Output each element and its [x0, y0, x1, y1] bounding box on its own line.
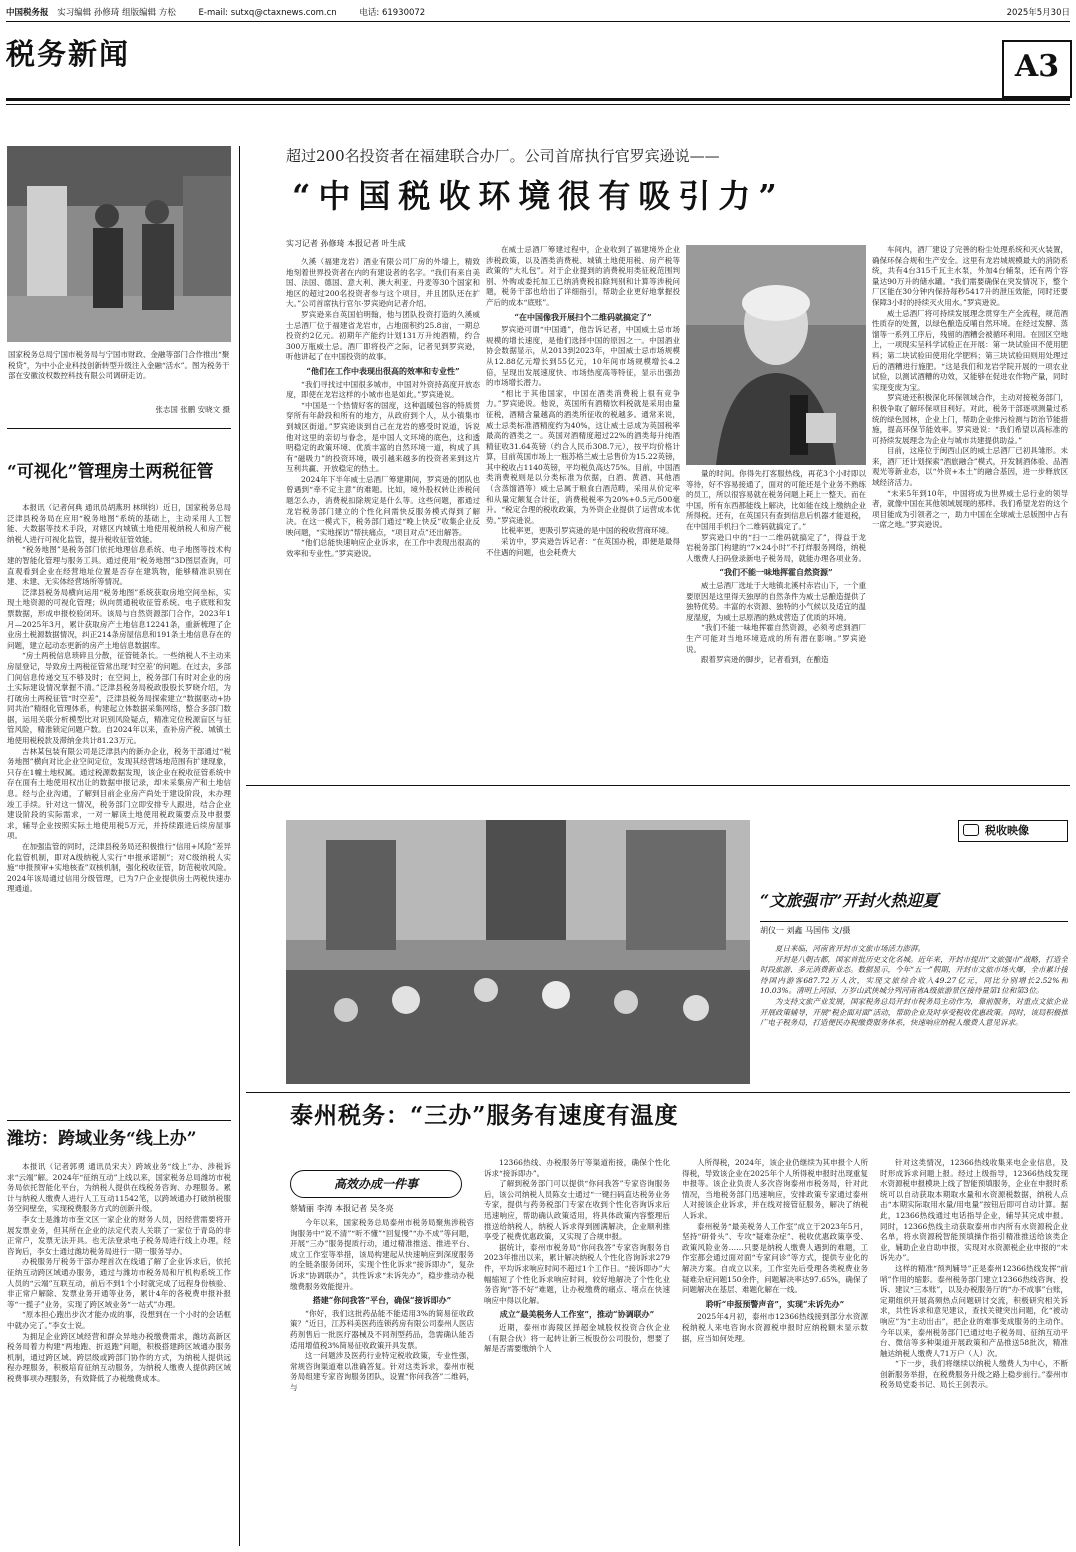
paragraph: 久溪（福建龙岩）酒业有限公司厂房的外墙上，精致地刻着世界投资者在内的有建设者的名字。“我们有来自美国、法国、德国、意大利、澳大利亚、丹麦等30个国家和地区的超过200名投资者参与这个项目，并且团队还在扩大。”公司首席执行官尔·罗宾逊向记者介绍。 — [286, 257, 480, 309]
paragraph: 这样的精准“预判辅导”正是泰州12366热线发挥“前哨”作用的缩影。泰州税务部门建立12366热线咨询、投诉、建议“三本账”，以及办税服务厅的“办不成事”台账，定期组织开展高频热点问题研讨交流，积极研究相关诉求，共性诉求和意见建议，查找关键突出问题，化“被动响应”为“主动出击”，把企业的难事变成服务的主动作。今年以来，泰州税务部门已通过电子税务局、征纳互动平台、微信等多种渠道开展政策和产品推送58批次，精准触达纳税人缴费人71万户（人）次。 — [880, 1263, 1068, 1358]
robinson-portrait-art — [686, 245, 866, 465]
subheading: “他们在工作中表现出很高的效率和专业性” — [306, 365, 460, 376]
lead-headline: “中国税收环境很有吸引力” — [292, 177, 785, 215]
paragraph: 本报讯（记者何典 通讯员胡燕玥 林琪钧）近日，国家税务总局泛津县税务局在应用“税务地图”系统的基础上，主动采用人工智能、大数据等技术手段，对辖区内城镇土地使用税纳税人和房产税纳税人进行可视化监管，提升税收征管效能。 — [7, 503, 231, 544]
paragraph: 开封是八朝古都，国家首批历史文化名城。近年来，开封市提出“文旅强市”战略，打造全时段旅游、多元消费新业态。数据显示，今年“五一”假期，开封市文旅市场火爆，全市累计接待国内游客687.72万人次，实现文旅综合收入49.27亿元，同比分别增长2.52%和10.03%。清明上河园、万岁山武侠城分列河南省A级旅游景区接待量第1位和第3位。 — [760, 954, 1068, 996]
bottom-byline: 蔡婧丽 李涛 本报记者 吴冬亮 — [290, 1204, 394, 1213]
lead-kicker: 超过200名投资者在福建联合办厂。公司首席执行官罗宾逊说—— — [286, 147, 720, 165]
lead-column-2 — [486, 245, 680, 777]
paper-name: 中国税务报 — [6, 8, 49, 18]
top-strip — [6, 7, 1070, 19]
paragraph: 2025年4月初，泰州市12366热线接到部分水资源税纳税人来电咨询水资源税申报时应纳税额未显示数据，应当如何处理。 — [682, 1312, 868, 1343]
photo-credit: 张志国 张鹏 安晓文 摄 — [155, 405, 230, 414]
bottom-badge-label: 高效办成一件事 — [333, 1177, 418, 1191]
photo-badge — [958, 820, 1068, 842]
paragraph: 今年以来，国家税务总局泰州市税务局聚焦涉税咨询服务中“说不清”“听不懂”“回复慢”“办不成”等问题，开展“三办”服务提质行动，通过精准推送、推进平台、成立工作室等举措，该局构建起从快速响应到深度服务的全链条服务闭环，实现个性化诉求“接诉即办”，复杂诉求“协调联办”，共性诉求“未诉先办”，稳步推动办税缴费服务效能提升。 — [290, 1218, 474, 1291]
paragraph: 为支持文旅产业发展，国家税务总局开封市税务局主动作为，靠前服务，对重点文旅企业开展政策辅导，开展“税企面对面”活动，帮助企业及时享受税收优惠政策。同时，该局积极推广电子税务局，打造便民办税缴费服务体系，快速响应纳税人缴费人意见诉求。 — [760, 996, 1068, 1028]
paragraph: 在加强监管的同时，泛津县税务局还积极推行“信用+风险”差异化监管机制，即对A级纳税人实行“申报承诺制”；对C级纳税人实施“申报预审+实地核查”双核机制，强化税收征管，防范税收风险。2024年该局通过信用分级管理，已为7户企业提供房土两税快速办理通道。 — [7, 842, 231, 894]
paragraph: 罗宾逊可谓“中国通”，他告诉记者，中国威士忌市场规模的增长速度，是他们选择中国的原因之一。中国酒业协会数据显示，从2013到2023年，中国威士忌市场规模从12.88亿元增长到55亿元，10年间市场规模增长4.2倍，呈现出发展速度快、市场热度高等特征，显示出强劲的市场增长潜力。 — [486, 325, 680, 388]
kaifeng-festival-photo-art — [286, 820, 750, 1084]
subheading: 成立“最美税务人工作室”，推动“协调联办” — [499, 1309, 655, 1320]
rule — [7, 428, 231, 429]
rule — [760, 921, 1068, 922]
paragraph: 吉林某包装有限公司是泛津县内的新办企业，税务干部通过“税务地图”横向对比企业空间定位，发现其经营场地范围有扩建现象，只存在1幢土地权属。通过税源数据发现，该企业在税收征管系统中存在面有土地使用权出让的数据申报记录，却未采集房产和土地信息。经与企业沟通，了解到目前企业房产尚处于建设阶段，未办理竣工手续。针对这一情况，税务部门立即安排专人跟进，结合企业建设阶段的实际需求，一对一解读土地使用税政策要点及申报要求，辅导企业按照实际土地使用税5万元，并持续跟进后续房屋事项。 — [7, 746, 231, 841]
paragraph: 据统计，泰州市税务局“你问我答”专家咨询服务自2023年推出以来，累计解决纳税人个性化咨询诉求279件，平均诉求响应时间不超过1个工作日。“接诉即办”大幅缩短了个性化诉求响应时间，较好地解决了个性化业务咨询“答不好”难题，让办税缴费的痛点、堵点在快速响应中得以化解。 — [484, 1242, 670, 1305]
bottom-column-3 — [682, 1158, 868, 1546]
paragraph: 跟着罗宾逊的脚步，记者看到，在酿造 — [701, 655, 829, 665]
section-title: 税务新闻 — [6, 37, 131, 71]
lead-column-4 — [872, 245, 1068, 777]
paragraph: 办税服务厅税务干部办理首次在线通了解了企业诉求后，依托征纳互动跨区域通办服务，通过与潍坊市税务局和厅机构系统工作人员的“云端”互联互动，前后不到1个小时就完成了远程身份核验、非正常户解除、发票业务开通等业务，累计4年的各税费申报补报等“一揽子”业务，实现了跨区域业务“一站式”办理。 — [7, 1257, 231, 1309]
subheading: “在中国像我开展扫个二维码就搞定了” — [514, 311, 652, 322]
paragraph: “原本担心跑出步次才能办成的事，没想到在一个小时的会话框中就办完了。”李女士说。 — [7, 1310, 231, 1330]
paragraph: 针对这类情况，12366热线收集来电企业信息，及时形成诉求问题上报。经过上级指导，12366热线发现水资源税申报模块上线了智能预填服务，企业在申报时系统可以自动获取本期取水量和水资源税数据，纳税人点击“本期实际取用水量/用电量”按钮后即可自动计算。据此，12366热线通过电话指导企业，辅导其完成申报。同时，12366热线主动获取泰州市内所有水资源税企业名单，将水资源税智能预填操作指引精准推送给该类企业，辅助企业自助申报，实现对水资源税企业申报的“未诉先办”。 — [880, 1158, 1068, 1263]
issue-date: 2025年5月30日 — [1006, 8, 1070, 18]
paragraph: 本报讯（记者郭勇 通讯员宋夫）跨域业务“线上”办、涉税诉求“云端”解。2024年“征纳互动”上线以来，国家税务总局潍坊市税务局依托智能化平台，为纳税人提供在线税务咨询、办理服务。累计与纳税人缴费人进行人工互动11542笔，以跨域通办打破纳税服务空间壁垒，实现税费服务方式的创新升级。 — [7, 1162, 231, 1214]
paragraph: 2024年下半年威士忌酒厂筹建期间，罗宾逊的团队也曾遇到“牵不定主意”的难题。比如，境外股权转让涉税问题怎么办，消费税扣除规定是什么等。这些问题，都通过龙岩税务部门建立的个性化问需快反服务模式得到了解决。在这一模式下，税务部门通过“晚上快反”收集企业反映问题，“实地探访”帮扶痛点，“项目对点”还出解答。 — [286, 474, 480, 537]
paragraph: 罗宾逊来自英国伯明翰，他与团队投资打造的久溪威士忌酒厂位于福建省龙岩市，占地面积约25.8亩，一期总投资约2亿元。初期年产能约计划131万升纯酒精，约合300万瓶威士忌。酒厂即将投产之际，记者见到罗宾逊，听他讲起了在中国投资的故事。 — [286, 309, 480, 362]
paragraph: “他们总能快速响应企业诉求，在工作中表现出很高的效率和专业性。”罗宾逊说。 — [286, 538, 480, 559]
paragraph: “我们不能一味地挥霍自然资源，必须考虑到酒厂生产可能对当地环境造成的所有潜在影响。”罗宾逊说。 — [686, 623, 866, 654]
paragraph: 12366热线、办税服务厅等渠道衔接，确保个性化诉求“接诉即办”。 — [484, 1158, 670, 1178]
subheading: 聆听“申报预警声音”，实现“未诉先办” — [705, 1298, 845, 1309]
rule — [6, 21, 1070, 22]
bottom-badge — [290, 1170, 462, 1198]
paragraph: 人所得税，2024年，该企业仍继续为其申报个人所得税，导致该企业在2025年个人所得税申报时出现重复申报等。该企业负责人多次咨询泰州市税务局，针对此情况，当地税务部门迅速响应，安排政策专家通过泰州人对接该企业诉求，并在线对接管征服务，解决了纳税人诉求。 — [682, 1158, 868, 1220]
paragraph: 泛津县税务局横向运用“税务地图”系统获取房地空间坐标，实现土地资源的可视化管理；纵向贯通税收征管系统、电子底账和发票数据，形成申报校验闭环。该局与自然资源部门合作，2023年1月—2025年3月，累计获取房产土地信息12241条，重新梳理了企业房土税源数据情况，纠正214条房屋信息和191条土地信息存在的问题，建立起动态更新的房产土地信息数据库。 — [7, 587, 231, 650]
paragraph: 罗宾逊口中的“扫一二维码就搞定了”，得益于龙岩税务部门构建的“7×24小时”不打烊服务网络，纳税人缴费人扫码登录新电子税务局，就能办理各项业务。 — [686, 532, 866, 563]
bottom-column-1 — [290, 1218, 474, 1546]
column-divider — [239, 146, 240, 1546]
lead-column-1 — [286, 257, 480, 777]
paragraph: 了解到税务部门可以提供“你问我答”专家咨询服务后，该公司纳税人员陈女士通过“一键扫码直达税务业务专家，提供与药务税部门专家在收到个性化咨询诉求后迅速响应，帮助确认政策适用，将具体政策内容整理后推送给纳税人，纳税人诉求得到圆满解决，企业顺利推享受了税费优惠政策，又实现了合规申报。 — [484, 1179, 670, 1242]
rule — [6, 104, 1070, 105]
subheading: “我们不能一味地挥霍自然资源” — [719, 567, 833, 578]
editors: 实习编辑 孙修琦 组版编辑 方松 — [57, 8, 176, 18]
rule — [6, 98, 1070, 101]
page-number-box — [1002, 40, 1072, 98]
paragraph: 在威士忌酒厂筹建过程中，企业收到了福建境外企业涉税政策，以及酒类消费税、城镇土地使用税、房产税等政策的“大礼包”。对于企业提到的消费税用类征税范围判别、外购或委托加工已纳消费税扣除判别和计算等涉税问题，税务干部也给出了详细指引，帮助企业更好地掌握投产后的成本“底账”。 — [486, 245, 680, 307]
paragraph: 近期，泰州市海陵区择超金城股权投资合伙企业（有限合伙）将一起转让新三板股份公司股份，想要了解是否需要缴纳个人 — [484, 1322, 670, 1354]
page-number: A3 — [1014, 49, 1060, 84]
camera-icon — [963, 824, 979, 836]
paragraph: 罗宾逊还积极深化环保领域合作，主动对接税务部门，积极争取了解环保项目利好。对此，税务干部逐项测量过系统的绿色园林，企业上门，帮助企业排污检测与防治节能措施，提高环保节能效率。罗宾逊说：“我们希望以高标准的可持续发展理念为企业与城市共建提供助益。” — [872, 393, 1068, 445]
article-title-left2: 潍坊：跨域业务“线上办” — [7, 1129, 197, 1149]
kaifeng-festival-photo — [286, 820, 750, 1084]
lead-byline: 实习记者 孙修琦 本报记者 叶生成 — [286, 239, 406, 248]
paragraph: 这一问题涉及医药行业特定税收政策，专业性强，常规咨询渠道难以准确答复。针对这类诉求，泰州市税务局组建专家咨询服务团队，设置“你问我答”二维码，与 — [290, 1351, 474, 1392]
paragraph: “你好，我们这批药品能不能适用3%的简易征收政策？”近日，江苏科美医药连锁药房有限公司泰州人医店药剂售后一批医疗器械及不同剂型药品，急需确认能否适用增值税3%简易征收政策开具发票。 — [290, 1308, 474, 1350]
lead-column-3 — [686, 469, 866, 777]
paragraph: “房土两税信息琐碎且分散，征管链条长。一些纳税人不主动来房屋登记，导致房土两税征管常出现‘时空差’的问题。在过去，多部门间信息传递交互不够及时；在空间上，税务部门有时对企业的房土实际建设情况掌握不清。”泛津县税务局税政股股长罗晓介绍，为打破房土两税征管“时空差”，泛津县税务局探索建立“数据驱动+协同共治”精细化管理体系，构建起立体数据采集网络，整合多部门数据，运用关联分析模型比对识别风险疑点，精准定位税源盲区与征管风险，精准锁定问题户数。自2024年以来，查补房产税、城镇土地使用税税款及滞纳金共计81.23万元。 — [7, 651, 231, 746]
rule — [246, 1092, 1070, 1093]
email: E-mail: sutxq@ctaxnews.com.cn — [198, 8, 337, 18]
photo-feature-credit: 胡仪一 刘鑫 马国伟 文/摄 — [760, 926, 851, 935]
article-title-left1: “可视化”管理房土两税征管 — [7, 462, 214, 482]
paragraph: “我们寻找过中国很多城市，中国对外资持高度开放态度，即使在龙岩这样的小城市也是如此。”罗宾逊说。 — [286, 379, 480, 400]
paragraph: 采访中，罗宾逊告诉记者：“在英国办税，即便是最得不住遇的问题，也会耗费大 — [486, 537, 680, 557]
paragraph: 威士忌酒厂选址于大地镇北溪村赤岩山下，一个重要原因是这里得天独厚的自然条件为威士忌酿造提供了独特优势。丰富的水资源、独特的小气候以及适宜的温度湿度，为威士忌原酒的熟成营造了优质的环境。 — [686, 580, 866, 622]
paragraph: 比税率更，更吸引罗宾逊的是中国的税收营商环境。 — [501, 526, 674, 536]
bottom-column-4 — [880, 1158, 1068, 1546]
photo-feature-caption — [760, 944, 1068, 1084]
paragraph: “中国是一个热情好客的国度，这种温暖包容的特质贯穿所有年龄段和所有的地方，从政府到个人，从小镇集市到城区街道。”罗宾逊谈到自己在龙岩的感受时说道，诉说他对这里的亲切与眷念，是中国人文环境的底色，这和透明稳定的政策环境、优质丰富的自然环境一道，构成了具有“磁吸力”的投资环境，吸引越来越多的投资者来到这片互利共赢、开放稳定的热土。 — [286, 400, 480, 474]
photo-feature-title: “文旅强市”开封火热迎夏 — [760, 891, 939, 910]
paragraph: 李女士是潍坊市奎文区一家企业的财务人员，因经营需要将开展发票业务，但其所在企业的法定代表人关联了一家位于青岛的非正常户，发票无法开具。也无法登录电子税务局进行线上办理，经咨询后，李女士通过潍坊税务局进行一期一服务导办。 — [7, 1214, 231, 1256]
badge-label: 税收映像 — [985, 824, 1029, 837]
paragraph: 夏日来临，河南省开封市文旅市场活力澎湃。 — [775, 944, 925, 953]
rule — [246, 785, 1070, 786]
paragraph: 车间内，酒厂建设了完善的粉尘处理系统和灭火装置，确保环保合规和生产安全。这里有龙岩城规模最大的消防系统，共有4台315千瓦主水泵，外加4台辅泵，还有两个容量达90万升的储水罐。“我们需要确保在突发情况下，整个厂区能在30分钟内保持每秒5417升的泄压效能，同时还要保障3小时的持续灭火用水。”罗宾逊说。 — [872, 245, 1068, 307]
paragraph: “下一步，我们将继续以纳税人缴费人为中心，不断创新服务举措，在税费服务升级之路上稳步前行。”泰州市税务局党委书记、局长王剑表示。 — [880, 1359, 1068, 1390]
paragraph: 量的时间。你得先打客服热线，再花3个小时即以等待，好不容易接通了，面对的可能还是个业务不熟练的员工，所以很容易就在税务问题上耗上一整天。而在中国，所有东西都能线上解决，比如能在线上缴纳企业所得税。还有，在英国只有查到信息后机器才能退税，在中国用手机扫个二维码就搞定了。” — [686, 469, 866, 531]
paragraph: 威士忌酒厂将可持续发展理念贯穿生产全流程，规范酒性质存的处置，以绿色酿造反哺自然环境。在经过发酵、蒸馏等一系列工序后，残留的酒糟会被循环利用。在园区空地上，一项现实呈科学试验正在开展：第一块试验田不使用肥料；第二块试验田使用化学肥料；第三块试验田则用处理过后的酒糟进行施肥。“这是我们和龙岩学院开展的一项农业试验，以测试酒糟的功效，又能够在促进农作物产量，同时实现变废为宝。 — [872, 308, 1068, 392]
paragraph: “相比于其他国家，中国在酒类消费税上很有竞争力。”罗宾逊说。他说，英国所有酒精饮料税就是采用由量征税，酒精含量越高的酒类所征收的税越多。通常来说，威士忌类标准酒精度约为40%，这让威士忌成为英国税率最高的酒类之一。英国对酒精度超过22%的酒类每升纯酒精征收31.64英镑（约合人民币308.7元），按平均价格计算，目前英国市场上一瓶苏格兰威士忌售价为15.22英镑，其中税收占1140英镑，平均税负高达75%。目前，中国酒类消费税则是以分类标准为依据，白酒、黄酒、其他酒（含蒸馏酒等）威士忌属于粮食白酒范畴，采用从价定率和从量定额复合计征，消费税税率为20%+0.5元/500毫升。“税定合理的税收政策，为外资企业提供了运营成本优势。”罗宾逊说。 — [486, 388, 680, 525]
bottom-column-2 — [484, 1158, 670, 1546]
bottom-headline: 泰州税务：“三办”服务有速度有温度 — [290, 1102, 679, 1129]
article-body-left1 — [7, 503, 231, 1111]
robinson-portrait — [686, 245, 866, 465]
photo-caption: 国家税务总局宁国市税务局与宁国市财政、金融等部门合作推出“聚税贷”，为中小企业科技创新转型升级注入金融“活水”。图为税务干部在安徽汝权数控科技有限公司调研走访。 — [8, 350, 230, 380]
paragraph: “税务地图”是税务部门依托地理信息系统、电子地图等技术构建的智能化管理与服务工具。通过使用“税务地图”3D图层查询，可直观看到企业在经营地址位置是否存在建筑物，能够精准识别在建、未建、无实体经营场所等情况。 — [7, 545, 231, 587]
paragraph: 为拥足企业跨区域经营和群众异地办税缴费需求，潍坊高新区税务局着力构建“两地跑、折返跑”问题，积极搭建跨区域通办服务机制，通过跨区域、跨层级或跨部门协作的方式，为纳税人提供远程办理服务，积极培育征纳互动服务，为纳税人缴费人提供跨区域税费事项办理服务，有效降低了办税缴费成本。 — [7, 1331, 231, 1383]
paragraph: 目前，这座位于闽西山区的威士忌酒厂已初具雏形。未来，酒厂还计划探索“酒旅融合”模式，开发制酒体验、品酒观光等新业态，以“外资+本土”的融合基因，进一步释放区域经济活力。 — [872, 446, 1068, 488]
paragraph: 泰州税务“最美税务人工作室”成立于2023年5月，坚持“研骨头”、专攻“疑难杂症”、税收优惠政策享受、政策风险业务……只要是纳税人缴费人遇到的难题，工作室都会通过面对面“专家问诊”等方式，提供专业化的解决方案。自成立以来，工作室先后受理各类税费业务疑难杂症问题150余件，问题解决率达97.65%，确保了问题解决在基层、难题化解在一线。 — [682, 1221, 868, 1295]
rule — [7, 1120, 231, 1121]
tax-officers-photo — [7, 146, 231, 342]
phone: 电话: 61930072 — [359, 8, 426, 18]
tax-officers-photo-art — [7, 146, 231, 342]
paragraph: “未来5年到10年，中国将成为世界威士忌行业的领导者，就像中国在其他领域展现的那样。我们希望龙岩的这个项目能成为引领者之一，助力中国在全球威士忌版图中占有一席之地。”罗宾逊说。 — [872, 488, 1068, 530]
subheading: 搭建“你问我答”平台，确保“接诉即办” — [312, 1295, 452, 1306]
article-body-left2 — [7, 1162, 231, 1546]
